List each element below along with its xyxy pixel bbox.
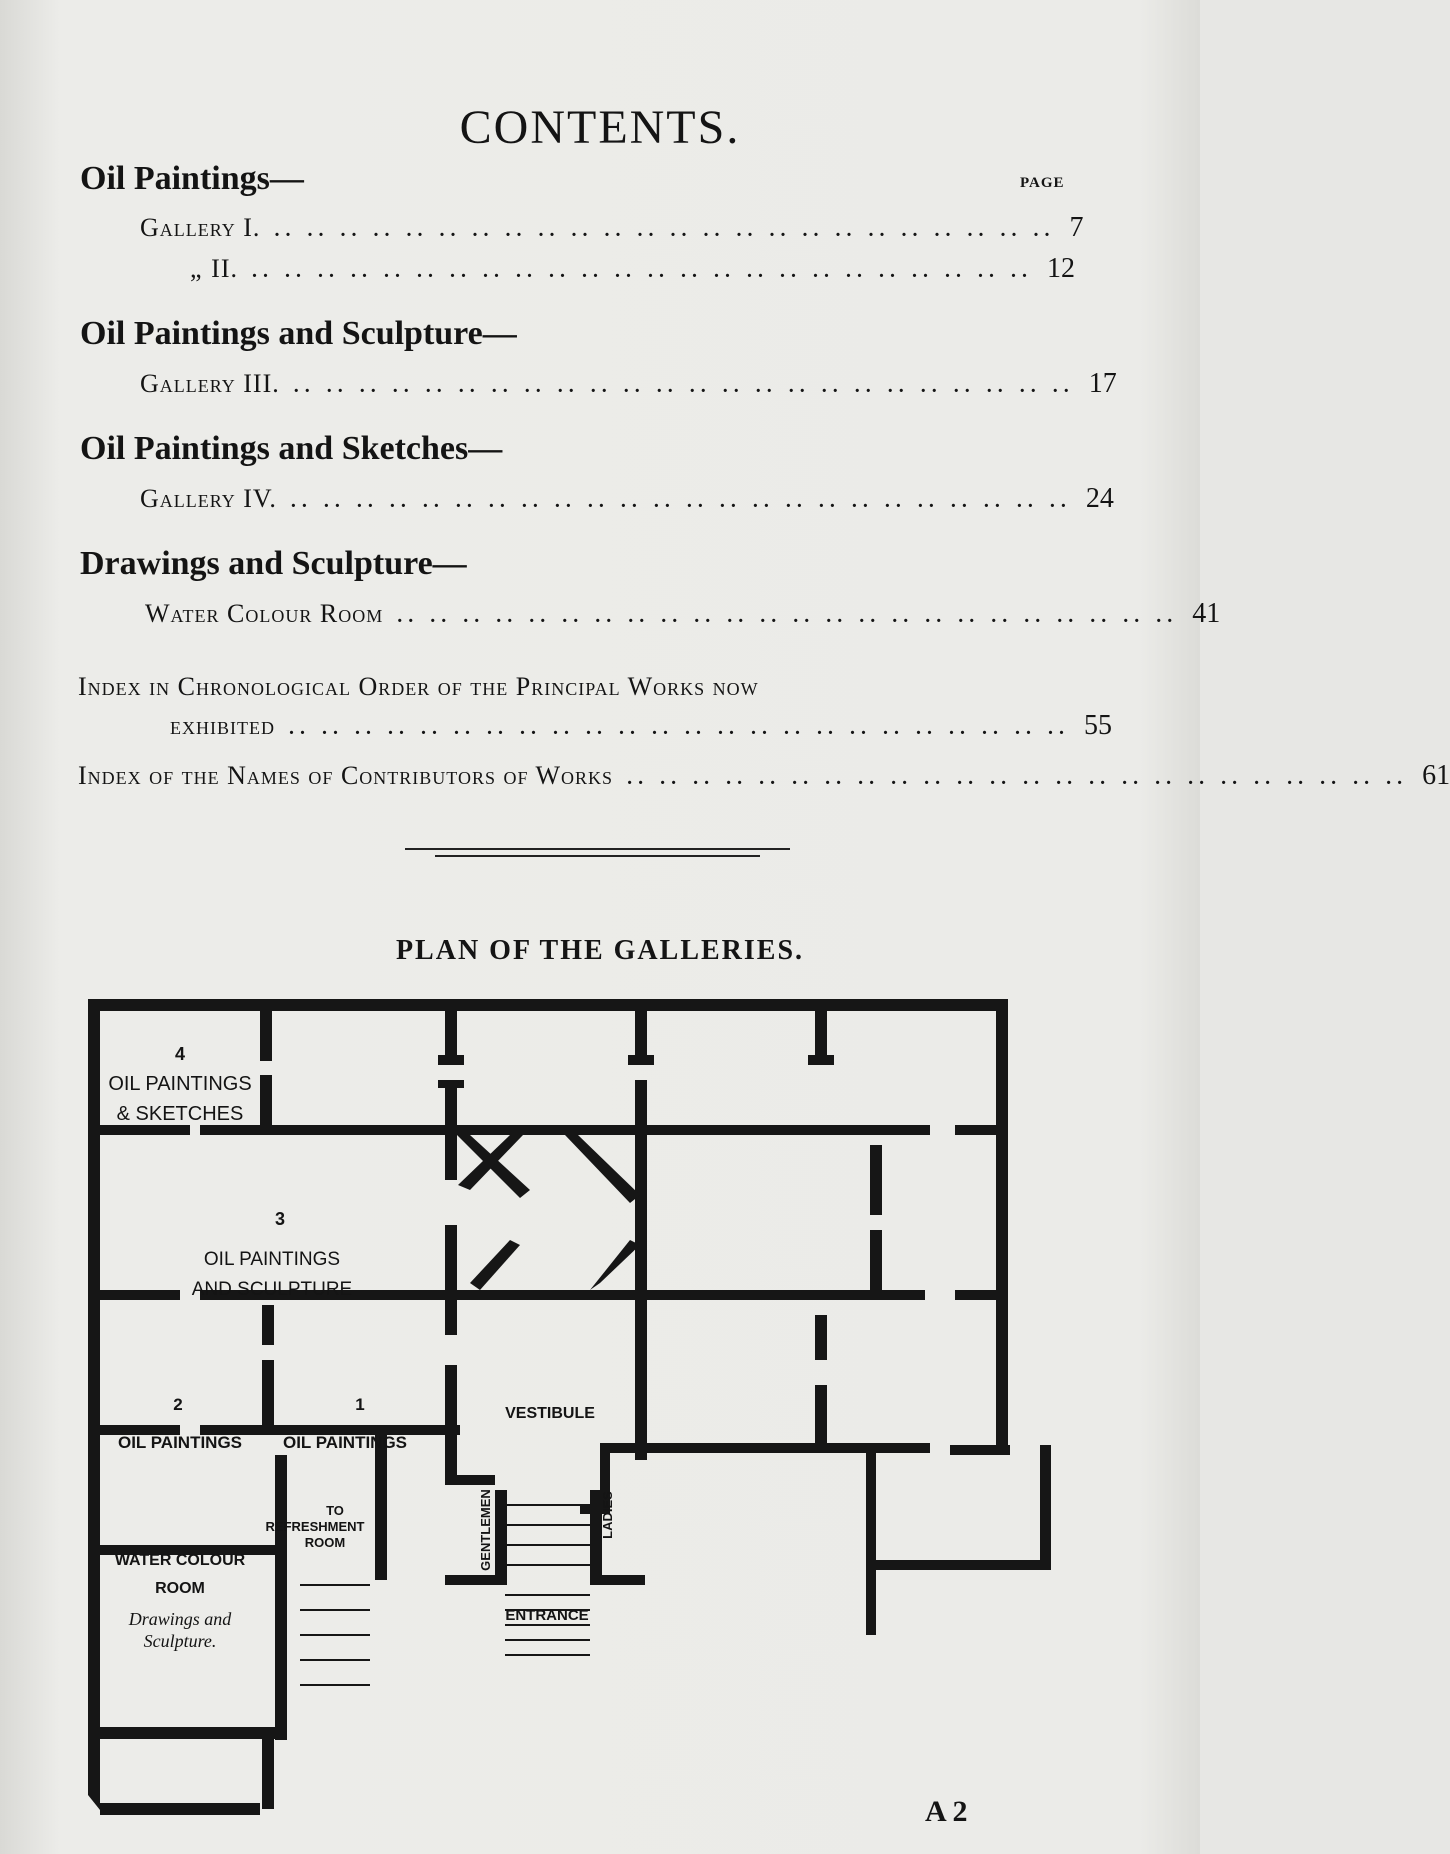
room4-label-line1: OIL PAINTINGS — [108, 1073, 252, 1095]
leader-dots: .. .. .. .. .. .. .. .. .. .. .. .. .. .. .. .. .. .. .. .. .. .. .. .. — [293, 375, 1075, 397]
room3-number: 3 — [274, 1209, 286, 1229]
entry-page: 7 — [1069, 212, 1084, 243]
room4-number: 4 — [174, 1044, 186, 1064]
ditto-mark: „ — [190, 254, 202, 283]
floor-plan-drawing — [0, 985, 1200, 1815]
toc-entry-gallery-1[interactable] — [140, 212, 1084, 244]
room4-label-line2: & SKETCHES — [116, 1103, 244, 1125]
room3-label-line2: AND SCULPTURE — [191, 1279, 353, 1300]
refreshment-line3: ROOM — [304, 1535, 346, 1550]
leader-dots: .. .. .. .. .. .. .. .. .. .. .. .. .. .. .. .. .. .. .. .. .. .. .. .. — [290, 490, 1072, 512]
refreshment-line1: TO — [326, 1503, 344, 1518]
leader-dots: .. .. .. .. .. .. .. .. .. .. .. .. .. .. .. .. .. .. .. .. .. .. .. .. — [397, 605, 1179, 627]
plan-title: PLAN OF THE GALLERIES. — [395, 935, 805, 966]
room3-label-line1: OIL PAINTINGS — [203, 1249, 341, 1270]
entry-label: II. — [211, 254, 238, 283]
toc-entry-contributors-index[interactable] — [78, 760, 1450, 792]
page-title: CONTENTS. — [459, 101, 741, 154]
section-oil-paintings-sculpture: Oil Paintings and Sculpture— — [80, 315, 517, 352]
water-colour-label-line1: WATER COLOUR — [114, 1552, 246, 1569]
entry-page: 55 — [1083, 710, 1112, 741]
entry-label: Gallery IV. — [140, 484, 277, 513]
toc-entry-gallery-3[interactable] — [140, 368, 1117, 400]
toc-entry-chronological-index-cont[interactable] — [170, 710, 1112, 742]
drawings-label-line2: Sculpture. — [143, 1631, 217, 1651]
gentlemen-label: GENTLEMEN — [478, 1489, 493, 1571]
entrance-label: ENTRANCE — [505, 1607, 589, 1624]
section-oil-paintings-sketches: Oil Paintings and Sketches— — [80, 430, 503, 467]
entry-page: 41 — [1192, 598, 1221, 629]
gallery-floor-plan — [0, 985, 1200, 1815]
toc-entry-gallery-2[interactable] — [190, 253, 1075, 285]
page-signature: A 2 — [925, 1795, 968, 1828]
room2-label: OIL PAINTINGS — [117, 1433, 243, 1452]
leader-dots: .. .. .. .. .. .. .. .. .. .. .. .. .. .. .. .. .. .. .. .. .. .. .. .. — [252, 260, 1033, 282]
ladies-label: LADIES — [600, 1491, 615, 1539]
section-oil-paintings: Oil Paintings— — [80, 160, 304, 197]
entry-label: exhibited — [170, 711, 275, 740]
toc-entry-chronological-index[interactable]: Index in Chronological Order of the Principal Works now — [78, 672, 759, 701]
entry-label: Index of the Names of Contributors of Works — [78, 761, 614, 790]
entry-label: Gallery I. — [140, 213, 261, 242]
toc-entry-gallery-4[interactable] — [140, 483, 1114, 515]
refreshment-line2: REFRESHMENT — [265, 1519, 365, 1534]
entry-label: Water Colour Room — [145, 599, 384, 628]
water-colour-label-line2: ROOM — [155, 1580, 205, 1597]
divider-rule — [405, 848, 790, 850]
leader-dots: .. .. .. .. .. .. .. .. .. .. .. .. .. .. .. .. .. .. .. .. .. .. .. .. — [627, 767, 1409, 789]
section-drawings-sculpture: Drawings and Sculpture— — [80, 545, 467, 582]
page-column-label: PAGE — [1020, 175, 1065, 191]
leader-dots: .. .. .. .. .. .. .. .. .. .. .. .. .. .. .. .. .. .. .. .. .. .. .. .. — [288, 717, 1070, 739]
entry-label: Gallery III. — [140, 369, 280, 398]
entry-page: 17 — [1088, 368, 1117, 399]
room1-number: 1 — [355, 1395, 365, 1414]
entry-page: 61 — [1422, 760, 1450, 791]
entry-page: 12 — [1047, 253, 1075, 284]
drawings-label-line1: Drawings and — [128, 1609, 232, 1629]
entry-page: 24 — [1085, 483, 1114, 514]
room1-label: OIL PAINTINGS — [282, 1433, 408, 1452]
room2-number: 2 — [173, 1395, 183, 1414]
vestibule-label: VESTIBULE — [505, 1405, 595, 1422]
toc-entry-water-colour-room[interactable] — [145, 598, 1221, 630]
leader-dots: .. .. .. .. .. .. .. .. .. .. .. .. .. .. .. .. .. .. .. .. .. .. .. .. — [274, 219, 1056, 241]
divider-rule-short — [435, 855, 760, 857]
